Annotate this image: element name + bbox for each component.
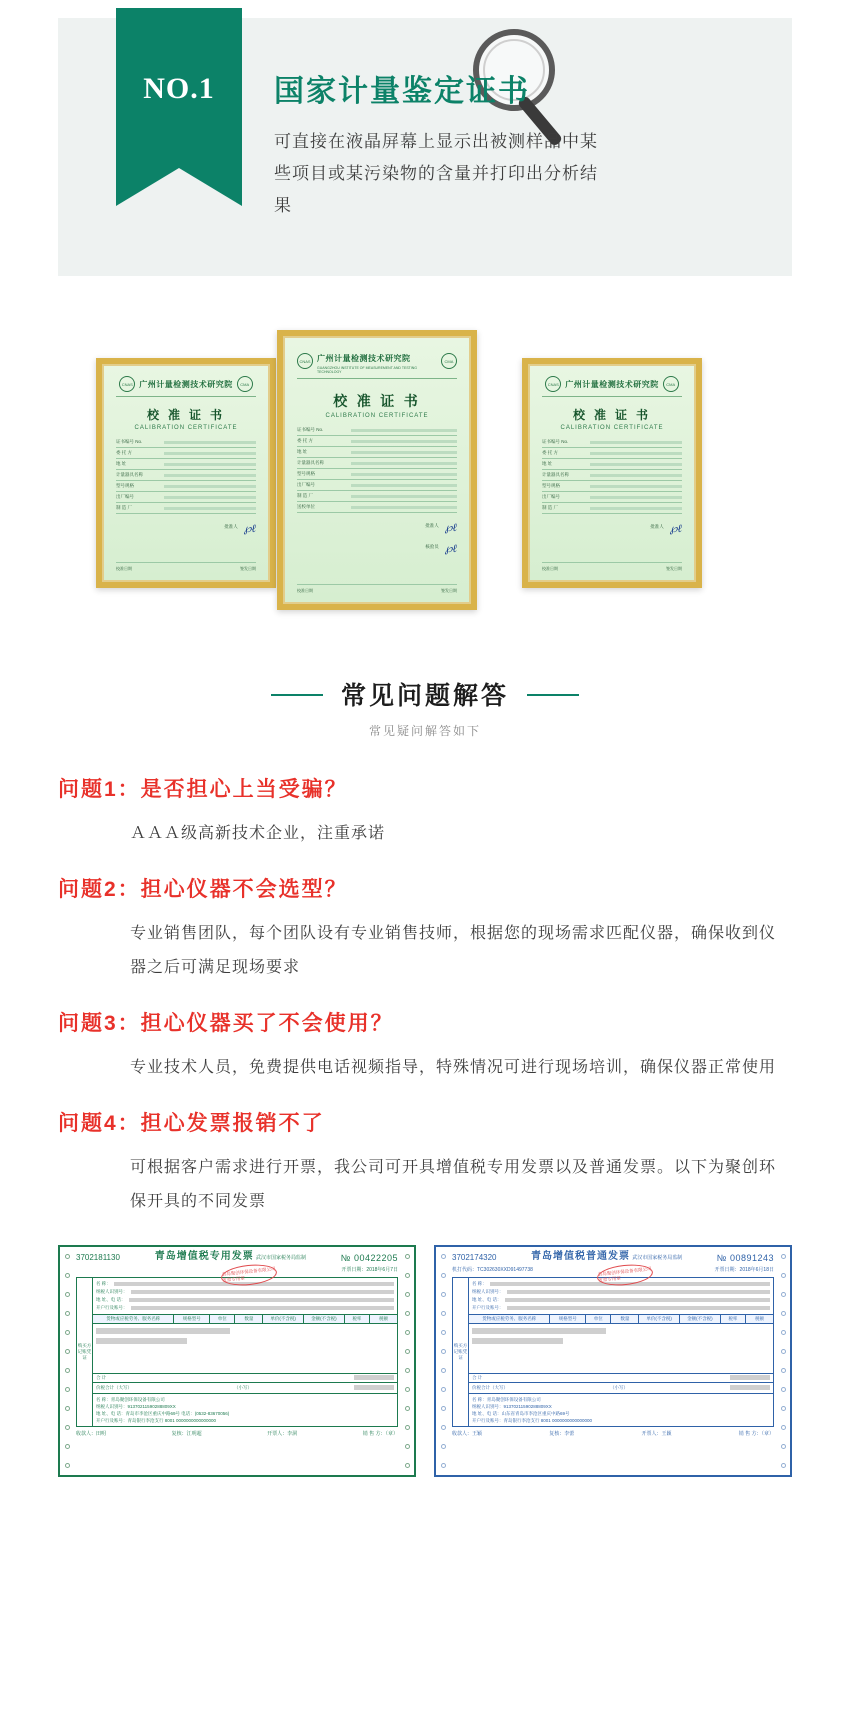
invoice-special-vat (58, 1245, 416, 1477)
seller-field: 地 址、电 话：青岛市李沧区重庆中路69号 电话：(0532-83670056) (96, 1411, 230, 1416)
faq-header (0, 676, 850, 739)
buyer-field-label: 纳税人识别号： (472, 1289, 504, 1294)
field-value (590, 463, 682, 466)
column-header: 税额 (379, 1316, 389, 1321)
invoice-stamp: 青岛聚创环保设备有限公司发票专用章 (220, 1262, 278, 1288)
field-value (164, 463, 256, 466)
certificate-right (522, 358, 702, 588)
cma-seal-icon: CMA (663, 376, 679, 392)
column-header: 数量 (235, 1315, 263, 1323)
certificate-main (277, 330, 477, 610)
column-header: 货物或应税劳务、服务名称 (93, 1315, 174, 1323)
buyer-field-label: 开户行及账号： (96, 1305, 128, 1310)
field-value (351, 462, 457, 465)
footer-left: 校准日期 (116, 566, 132, 571)
total-value (354, 1375, 394, 1380)
certificate-signature (297, 544, 457, 555)
footer-reviewer: 复核：李蕾 (549, 1431, 575, 1437)
signature-mark: ℘ℓ (243, 523, 256, 535)
invoice-table (452, 1277, 774, 1427)
seller-field: 纳税人识别号：91370211590288809XX (472, 1404, 552, 1409)
column-header: 单价(不含税) (263, 1315, 304, 1323)
banner-text-block (274, 66, 752, 222)
faq-item (58, 1107, 792, 1219)
seller-field: 名 称：青岛聚创环保设备有限公司 (472, 1397, 541, 1402)
footer-left: 校准日期 (297, 588, 313, 593)
buyer-field-label: 开户行及账号： (472, 1305, 504, 1310)
field-value (351, 506, 457, 509)
field-label: 制 造 厂 (116, 505, 133, 510)
faq-subtitle: 常见疑问解答如下 (368, 724, 481, 738)
signature-label: 批准人 (650, 524, 664, 529)
ribbon-badge (116, 8, 242, 168)
footer-issuer: 开票人：李洞 (267, 1431, 298, 1437)
certificate-signature (542, 524, 682, 535)
field-label: 地 址 (542, 461, 553, 466)
buyer-field-label: 名 称： (96, 1281, 111, 1286)
signature-mark: ℘ℓ (669, 523, 682, 535)
invoice-no-label: № (340, 1252, 351, 1263)
footer-right: 签发日期 (666, 566, 682, 571)
invoice-item-rows (469, 1324, 773, 1373)
invoice-subtitle: 武汉市国家税务局监制 (632, 1255, 683, 1261)
column-header: 金额(不含税) (304, 1315, 345, 1323)
sum-label: 价税合计（大写） (472, 1385, 508, 1390)
field-label: 制 造 厂 (542, 505, 559, 510)
faq-list (58, 773, 792, 1219)
item-row-value (96, 1338, 187, 1344)
buyer-field-value (131, 1290, 395, 1294)
column-header: 金额(不含税) (680, 1315, 721, 1323)
invoice-code: 3702181130 (76, 1253, 120, 1262)
sum-value (354, 1385, 394, 1390)
buyer-field-value (507, 1306, 771, 1310)
field-value (164, 507, 256, 510)
certificate-signature (116, 524, 256, 535)
footer-reviewer: 复核：江明超 (171, 1431, 202, 1437)
field-value (164, 452, 256, 455)
faq-item (58, 1007, 792, 1085)
column-header: 单位 (210, 1315, 235, 1323)
sum-small-label: （小写） (234, 1385, 252, 1390)
faq-item (58, 873, 792, 985)
invoice-number: 00891243 (729, 1252, 774, 1263)
buyer-field-label: 纳税人识别号： (96, 1289, 128, 1294)
column-header: 规格型号 (550, 1315, 586, 1323)
field-label: 证书编号 No. (116, 439, 143, 444)
invoices-section (58, 1245, 792, 1477)
faq-title: 常见问题解答 (319, 676, 531, 712)
invoice-subtitle: 武汉市国家税务局监制 (255, 1255, 306, 1261)
certificate-fields (297, 425, 457, 513)
seller-field: 纳税人识别号：91370211590288809XX (96, 1404, 176, 1409)
buyer-field-value (507, 1290, 771, 1294)
faq-question: 问题4：担心发票报销不了 (58, 1112, 325, 1135)
certificate-org-en: GUANGZHOU INSTITUTE OF MEASUREMENT AND TESTING TECHNOLOGY (317, 366, 418, 374)
sum-small-label: （小写） (610, 1385, 628, 1390)
cnas-seal-icon: CNAS (297, 353, 313, 369)
field-value (164, 485, 256, 488)
invoice-column-headers (93, 1315, 397, 1324)
field-label: 证书编号 No. (542, 439, 569, 444)
field-label: 计量器具名称 (116, 472, 143, 477)
signature-mark: ℘ℓ (444, 543, 457, 555)
certificate-left (96, 358, 276, 588)
invoice-code: 3702174320 (452, 1253, 497, 1262)
invoice-seller-block (93, 1393, 397, 1426)
invoice-sum-row (469, 1382, 773, 1393)
certificates-section (0, 302, 850, 632)
certificate-org: 广州计量检测技术研究院 (317, 354, 411, 363)
buyer-field-value (129, 1298, 395, 1302)
field-label: 制 造 厂 (297, 493, 314, 498)
invoice-date: 开票日期：2018年6月18日 (714, 1267, 774, 1273)
column-header: 数量 (611, 1315, 639, 1323)
field-label: 型号规格 (116, 483, 134, 488)
faq-question: 问题3：担心仪器买了不会使用？ (58, 1012, 394, 1035)
cma-seal-icon: CMA (237, 376, 253, 392)
field-value (351, 440, 457, 443)
signature-mark: ℘ℓ (444, 522, 457, 534)
total-label: 合 计 (472, 1375, 483, 1380)
certificate-title: 校 准 证 书 (146, 408, 225, 422)
ribbon-label: NO.1 (143, 72, 215, 105)
signature-label: 批准人 (224, 524, 238, 529)
cnas-seal-icon: CNAS (545, 376, 561, 392)
field-label: 出厂编号 (116, 494, 134, 499)
field-value (590, 507, 682, 510)
field-value (351, 484, 457, 487)
certificate-signature (297, 523, 457, 534)
field-label: 计量器具名称 (297, 460, 324, 465)
field-value (590, 496, 682, 499)
buyer-field-label: 地 址、电 话： (96, 1297, 126, 1302)
seller-field: 开户行及账号：青岛银行李沧支行 8001 0000000000000000 (472, 1418, 593, 1423)
invoice-table (76, 1277, 398, 1427)
invoice-header (76, 1251, 398, 1264)
certificate-header (297, 348, 457, 379)
field-value (590, 474, 682, 477)
certificate-title-en: CALIBRATION CERTIFICATE (325, 413, 429, 419)
invoice-number: 00422205 (353, 1252, 398, 1263)
field-label: 型号规格 (542, 483, 560, 488)
buyer-field-label: 地 址、电 话： (472, 1297, 502, 1302)
field-label: 计量器具名称 (542, 472, 569, 477)
invoice-stamp: 青岛聚创环保设备有限公司发票专用章 (596, 1262, 654, 1288)
invoice-footer (76, 1430, 398, 1437)
sum-value (730, 1385, 770, 1390)
invoice-seller-block (469, 1393, 773, 1426)
footer-issuer: 开票人：王颖 (641, 1431, 672, 1437)
cnas-seal-icon: CNAS (119, 376, 135, 392)
field-label: 型号规格 (297, 471, 315, 476)
buyer-field-value (131, 1306, 395, 1310)
certificate-footer (542, 562, 682, 572)
certificate-fields (542, 437, 682, 514)
faq-answer: 专业销售团队，每个团队设有专业销售技师，根据您的现场需求匹配仪器，确保收到仪器之后可满足现场要求 (130, 925, 777, 976)
invoice-footer (452, 1430, 774, 1437)
total-label: 合 计 (96, 1375, 107, 1380)
faq-answer: 可根据客户需求进行开票，我公司可开具增值税专用发票以及普通发票。以下为聚创环保开具的不同发票 (130, 1159, 777, 1210)
invoice-date: 开票日期：2018年6月7日 (341, 1267, 398, 1273)
perforation-right (400, 1247, 414, 1475)
perforation-left (436, 1247, 450, 1475)
field-label: 委 托 方 (542, 450, 559, 455)
sum-label: 价税合计（大写） (96, 1385, 132, 1390)
invoice-side-label: 购买方记账凭证 (77, 1278, 93, 1426)
seller-field: 开户行及账号：青岛银行李沧支行 8001 0000000000000000 (96, 1418, 217, 1423)
banner-description: 可直接在液晶屏幕上显示出被测样品中某些项目或某污染物的含量并打印出分析结果 (274, 132, 598, 215)
field-label: 委 托 方 (297, 438, 314, 443)
faq-item (58, 773, 792, 851)
faq-answer: 专业技术人员，免费提供电话视频指导，特殊情况可进行现场培训，确保仪器正常使用 (130, 1059, 777, 1076)
field-value (351, 473, 457, 476)
field-value (590, 485, 682, 488)
invoice-title: 青岛增值税普通发票 (531, 1251, 631, 1262)
field-label: 证书编号 No. (297, 427, 324, 432)
certificate-fields (116, 437, 256, 514)
invoice-machine-code: 机打代码：TC302630XXD91497738 (452, 1267, 533, 1273)
invoice-item-rows (93, 1324, 397, 1373)
faq-answer: ＡＡＡ级高新技术企业，注重承诺 (130, 825, 386, 842)
certificate-org: 广州计量检测技术研究院 (565, 379, 659, 389)
footer-seller: 销 售 方：（章） (362, 1431, 398, 1437)
seller-field: 名 称：青岛聚创环保设备有限公司 (96, 1397, 165, 1402)
field-value (351, 451, 457, 454)
buyer-field-label: 名 称： (472, 1281, 487, 1286)
footer-right: 签发日期 (441, 588, 457, 593)
invoice-general-vat (434, 1245, 792, 1477)
total-value (730, 1375, 770, 1380)
column-header: 单价(不含税) (639, 1315, 680, 1323)
certificate-title-en: CALIBRATION CERTIFICATE (560, 425, 664, 431)
item-row-value (472, 1338, 563, 1344)
field-value (164, 441, 256, 444)
footer-left: 校准日期 (542, 566, 558, 571)
certificate-header (116, 376, 256, 397)
column-header: 税率 (721, 1315, 746, 1323)
signature-label: 批准人 (425, 523, 439, 528)
certificate-title: 校 准 证 书 (572, 408, 651, 422)
signature-label: 核验员 (425, 544, 439, 549)
certificate-org: 广州计量检测技术研究院 (139, 379, 233, 389)
field-value (164, 496, 256, 499)
invoice-title: 青岛增值税专用发票 (154, 1251, 254, 1262)
perforation-left (60, 1247, 74, 1475)
invoice-no-label: № (716, 1252, 727, 1263)
field-value (351, 429, 457, 432)
field-label: 出厂编号 (542, 494, 560, 499)
column-header: 单位 (586, 1315, 611, 1323)
banner-title: 国家计量鉴定证书 (274, 75, 530, 108)
seller-field: 地 址、电 话：山东省青岛市李沧区重庆中路69号 (472, 1411, 570, 1416)
certificate-footer (297, 584, 457, 594)
faq-question: 问题2：担心仪器不会选型？ (58, 878, 348, 901)
invoice-column-headers (469, 1315, 773, 1324)
field-value (351, 495, 457, 498)
field-label: 地 址 (116, 461, 127, 466)
footer-payee: 收款人：王颖 (452, 1431, 483, 1437)
faq-question: 问题1：是否担心上当受骗？ (58, 778, 348, 801)
footer-right: 签发日期 (240, 566, 256, 571)
field-label: 委 托 方 (116, 450, 133, 455)
item-row-value (96, 1328, 230, 1334)
invoice-side-label: 购买方记账凭证 (453, 1278, 469, 1426)
perforation-right (776, 1247, 790, 1475)
footer-seller: 销 售 方：（章） (738, 1431, 774, 1437)
field-value (590, 441, 682, 444)
invoice-total-row (93, 1373, 397, 1382)
buyer-field-value (505, 1298, 771, 1302)
field-label: 出厂编号 (297, 482, 315, 487)
field-value (590, 452, 682, 455)
cma-seal-icon: CMA (441, 353, 457, 369)
field-label: 送校单位 (297, 504, 315, 509)
invoice-header (452, 1251, 774, 1264)
footer-payee: 收款人：田明 (76, 1431, 107, 1437)
faq-section (0, 676, 850, 1219)
field-label: 地 址 (297, 449, 308, 454)
item-row-value (472, 1328, 606, 1334)
certificate-title-en: CALIBRATION CERTIFICATE (134, 425, 238, 431)
certificate-header (542, 376, 682, 397)
column-header: 货物或应税劳务、服务名称 (469, 1315, 550, 1323)
field-value (164, 474, 256, 477)
invoice-total-row (469, 1373, 773, 1382)
column-header: 税率 (345, 1315, 370, 1323)
column-header: 规格型号 (174, 1315, 210, 1323)
invoice-sum-row (93, 1382, 397, 1393)
column-header: 税额 (755, 1316, 765, 1321)
certificate-footer (116, 562, 256, 572)
banner-section (58, 18, 792, 276)
certificate-title: 校 准 证 书 (333, 395, 421, 410)
